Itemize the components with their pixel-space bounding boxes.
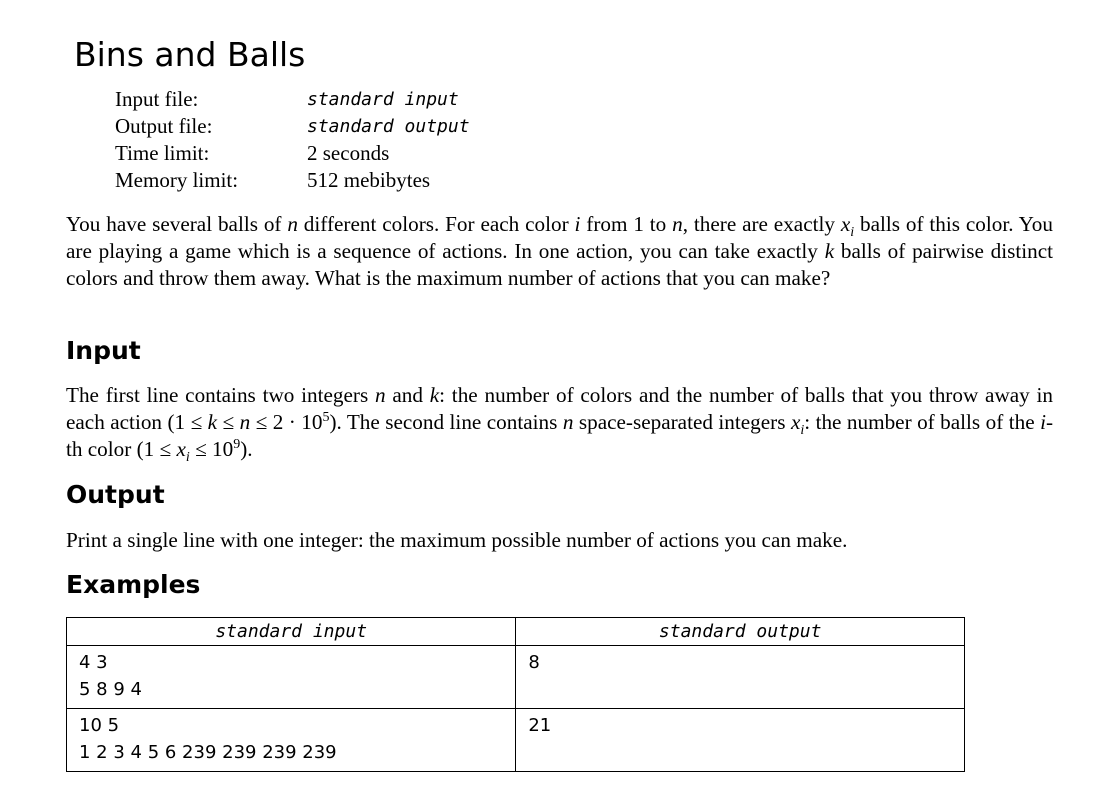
text-run: You have several balls of <box>66 212 288 236</box>
math-var: n <box>562 410 574 434</box>
math-var: i <box>574 212 581 236</box>
example-output-line: 8 <box>528 652 540 673</box>
math-subscript: i <box>850 225 855 241</box>
math-exponent: 9 <box>233 436 241 452</box>
math-var: k <box>207 410 218 434</box>
example-input-line: 4 3 <box>79 652 108 673</box>
limit-label: Memory limit: <box>115 168 239 192</box>
math-var: x <box>840 212 851 236</box>
math-var: k <box>429 383 440 407</box>
limit-label: Output file: <box>115 114 213 138</box>
example-input-line: 5 8 9 4 <box>79 679 142 700</box>
limit-row-memory-limit <box>115 167 470 194</box>
output-column-header: standard output <box>516 618 965 646</box>
text-run: : the number of colors and the number of balls that you throw away in each action (1 ≤ <box>66 383 1053 434</box>
examples-header-row <box>67 618 965 646</box>
examples-table <box>66 617 965 772</box>
limit-value: 512 mebibytes <box>307 168 431 192</box>
example-row <box>67 646 965 709</box>
example-input-line: 10 5 <box>79 715 120 736</box>
limits-table <box>115 86 470 194</box>
text-run: different colors. For each color <box>297 212 575 236</box>
text-run: and <box>385 383 430 407</box>
output-description: Print a single line with one integer: the maximum possible number of actions you can make. <box>66 528 848 552</box>
example-output-cell <box>516 646 965 709</box>
math-var: x <box>176 437 186 461</box>
math-var: x <box>790 410 801 434</box>
text-run: : the number of balls of the <box>804 410 1041 434</box>
math-var: i <box>1040 410 1046 434</box>
text-run: balls of this color. You are playing a game which is a sequence of actions. In one action, you can take exactly <box>66 212 1053 263</box>
text-run: balls of pairwise distinct colors and throw them away. What is the maximum number of actions that you can make? <box>66 239 1054 290</box>
example-input-cell <box>67 646 516 709</box>
input-heading: Input <box>66 336 141 365</box>
limit-row-time-limit <box>115 140 470 167</box>
limit-value: 2 seconds <box>307 141 390 165</box>
limit-row-output-file <box>115 113 470 140</box>
text-run: ≤ <box>217 410 240 434</box>
text-run: ). <box>240 437 253 461</box>
example-output-cell <box>516 709 965 772</box>
limit-label: Time limit: <box>115 141 210 165</box>
example-input-line: 1 2 3 4 5 6 239 239 239 239 <box>79 742 337 763</box>
limit-label: Input file: <box>115 87 199 111</box>
problem-title: Bins and Balls <box>74 35 306 74</box>
text-run: from 1 to <box>580 212 673 236</box>
example-output-line: 21 <box>528 715 552 736</box>
text-run: ). The second line contains <box>329 410 563 434</box>
example-row <box>67 709 965 772</box>
text-run: ≤ 10 <box>189 437 234 461</box>
math-var: n <box>672 212 683 236</box>
math-subscript: i <box>800 423 805 439</box>
math-var: n <box>287 212 298 236</box>
text-run: -th color (1 ≤ <box>66 410 1054 461</box>
text-run: The first line contains two integers <box>66 383 375 407</box>
limit-value: standard input <box>307 89 459 110</box>
text-run: , there are exactly <box>682 212 841 236</box>
output-heading: Output <box>66 480 165 509</box>
input-description <box>66 382 1054 466</box>
limit-row-input-file <box>115 86 470 113</box>
statement-legend <box>66 211 1053 292</box>
example-input-cell <box>67 709 516 772</box>
limit-value: standard output <box>307 116 470 137</box>
math-var: k <box>824 239 835 263</box>
math-exponent: 5 <box>322 409 330 425</box>
math-subscript: i <box>185 450 190 466</box>
math-var: n <box>374 383 386 407</box>
input-column-header: standard input <box>67 618 516 646</box>
examples-heading: Examples <box>66 570 201 599</box>
math-var: n <box>239 410 251 434</box>
text-run: ≤ 2 · 10 <box>250 410 323 434</box>
text-run: space-separated integers <box>573 410 791 434</box>
